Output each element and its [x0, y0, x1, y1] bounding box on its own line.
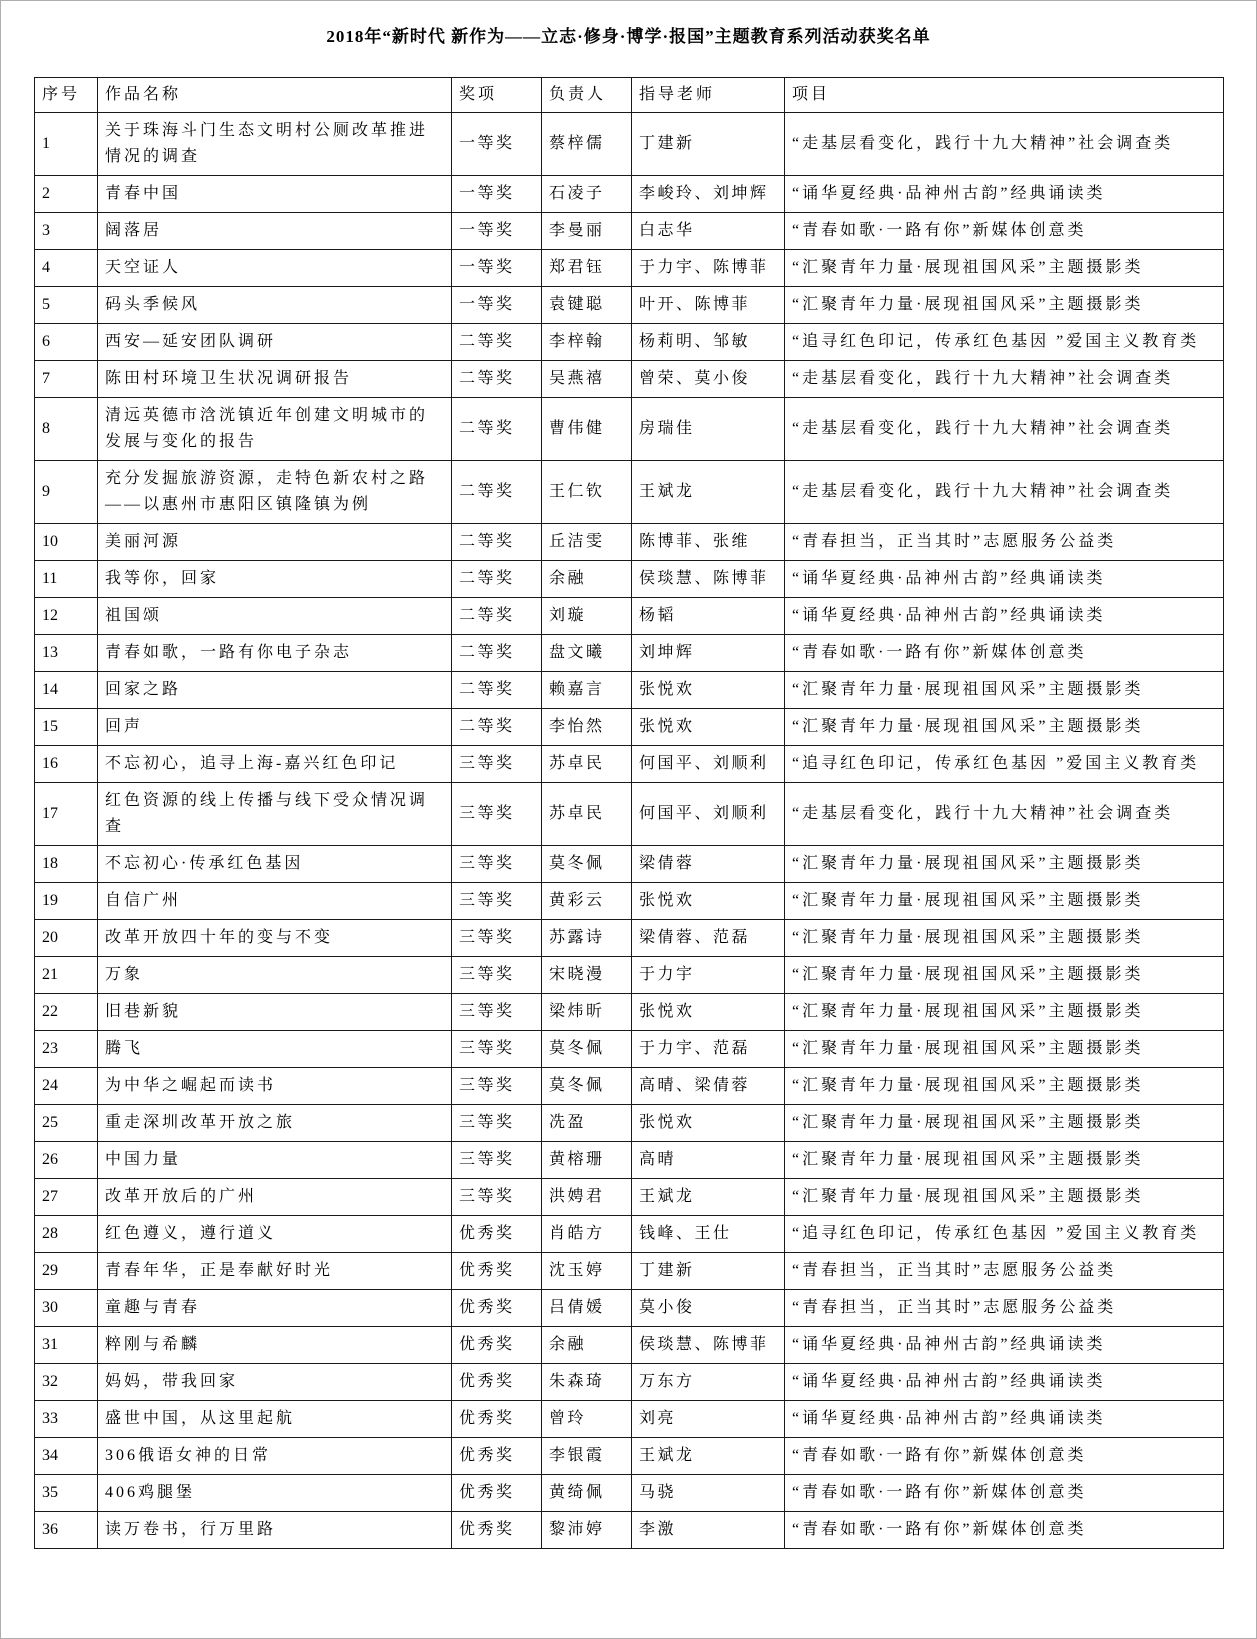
table-row — [35, 1253, 1224, 1290]
cell-serial-number: 13 — [35, 635, 98, 672]
cell-serial-number: 3 — [35, 213, 98, 250]
cell-leader: 朱森琦 — [542, 1364, 632, 1401]
cell-project: “汇聚青年力量·展现祖国风采”主题摄影类 — [785, 287, 1224, 324]
cell-teacher: 刘坤辉 — [632, 635, 785, 672]
cell-leader: 赖嘉言 — [542, 672, 632, 709]
cell-work-title: 406鸡腿堡 — [98, 1475, 452, 1512]
cell-leader: 蔡梓儒 — [542, 113, 632, 176]
cell-leader: 李怡然 — [542, 709, 632, 746]
cell-serial-number: 32 — [35, 1364, 98, 1401]
cell-work-title: 阔落居 — [98, 213, 452, 250]
cell-leader: 沈玉婷 — [542, 1253, 632, 1290]
cell-work-title: 童趣与青春 — [98, 1290, 452, 1327]
cell-work-title: 不忘初心，追寻上海-嘉兴红色印记 — [98, 746, 452, 783]
cell-project: “诵华夏经典·品神州古韵”经典诵读类 — [785, 176, 1224, 213]
cell-serial-number: 19 — [35, 883, 98, 920]
cell-project: “诵华夏经典·品神州古韵”经典诵读类 — [785, 1327, 1224, 1364]
cell-teacher: 于力宇 — [632, 957, 785, 994]
cell-award-level: 二等奖 — [452, 398, 542, 461]
cell-project: “青春如歌·一路有你”新媒体创意类 — [785, 1475, 1224, 1512]
cell-teacher: 张悦欢 — [632, 994, 785, 1031]
cell-project: “汇聚青年力量·展现祖国风采”主题摄影类 — [785, 1105, 1224, 1142]
table-row — [35, 1475, 1224, 1512]
cell-award-level: 三等奖 — [452, 883, 542, 920]
cell-project: “汇聚青年力量·展现祖国风采”主题摄影类 — [785, 672, 1224, 709]
cell-project: “青春如歌·一路有你”新媒体创意类 — [785, 213, 1224, 250]
cell-project: “追寻红色印记，传承红色基因 ”爱国主义教育类 — [785, 324, 1224, 361]
cell-teacher: 王斌龙 — [632, 1179, 785, 1216]
cell-leader: 余融 — [542, 1327, 632, 1364]
table-row — [35, 1438, 1224, 1475]
table-row — [35, 461, 1224, 524]
cell-work-title: 祖国颂 — [98, 598, 452, 635]
cell-serial-number: 28 — [35, 1216, 98, 1253]
cell-leader: 黄榕珊 — [542, 1142, 632, 1179]
cell-award-level: 三等奖 — [452, 1105, 542, 1142]
cell-leader: 肖皓方 — [542, 1216, 632, 1253]
cell-leader: 莫冬佩 — [542, 1031, 632, 1068]
table-row — [35, 176, 1224, 213]
table-row — [35, 957, 1224, 994]
cell-leader: 黄绮佩 — [542, 1475, 632, 1512]
cell-work-title: 码头季候风 — [98, 287, 452, 324]
cell-work-title: 青春如歌，一路有你电子杂志 — [98, 635, 452, 672]
table-row — [35, 1512, 1224, 1549]
cell-award-level: 二等奖 — [452, 672, 542, 709]
cell-serial-number: 25 — [35, 1105, 98, 1142]
table-row — [35, 920, 1224, 957]
table-row — [35, 635, 1224, 672]
cell-work-title: 中国力量 — [98, 1142, 452, 1179]
cell-project: “诵华夏经典·品神州古韵”经典诵读类 — [785, 1401, 1224, 1438]
cell-leader: 余融 — [542, 561, 632, 598]
cell-work-title: 我等你，回家 — [98, 561, 452, 598]
cell-serial-number: 2 — [35, 176, 98, 213]
cell-serial-number: 7 — [35, 361, 98, 398]
cell-project: “青春如歌·一路有你”新媒体创意类 — [785, 1438, 1224, 1475]
cell-serial-number: 23 — [35, 1031, 98, 1068]
table-header-row — [35, 78, 1224, 113]
table-row — [35, 709, 1224, 746]
cell-leader: 袁键聪 — [542, 287, 632, 324]
table-row — [35, 113, 1224, 176]
cell-leader: 盘文曦 — [542, 635, 632, 672]
cell-leader: 莫冬佩 — [542, 1068, 632, 1105]
cell-teacher: 侯琰慧、陈博菲 — [632, 561, 785, 598]
cell-serial-number: 21 — [35, 957, 98, 994]
table-row — [35, 1068, 1224, 1105]
awards-table — [34, 77, 1224, 1549]
cell-project: “诵华夏经典·品神州古韵”经典诵读类 — [785, 598, 1224, 635]
cell-serial-number: 31 — [35, 1327, 98, 1364]
cell-award-level: 一等奖 — [452, 213, 542, 250]
cell-award-level: 三等奖 — [452, 920, 542, 957]
cell-leader: 冼盈 — [542, 1105, 632, 1142]
cell-teacher: 于力宇、陈博菲 — [632, 250, 785, 287]
cell-teacher: 杨韬 — [632, 598, 785, 635]
table-row — [35, 524, 1224, 561]
cell-project: “汇聚青年力量·展现祖国风采”主题摄影类 — [785, 1031, 1224, 1068]
cell-leader: 苏露诗 — [542, 920, 632, 957]
cell-teacher: 何国平、刘顺利 — [632, 783, 785, 846]
cell-leader: 曹伟健 — [542, 398, 632, 461]
cell-project: “诵华夏经典·品神州古韵”经典诵读类 — [785, 561, 1224, 598]
cell-serial-number: 9 — [35, 461, 98, 524]
cell-project: “追寻红色印记，传承红色基因 ”爱国主义教育类 — [785, 1216, 1224, 1253]
cell-leader: 洪娉君 — [542, 1179, 632, 1216]
cell-serial-number: 16 — [35, 746, 98, 783]
cell-work-title: 清远英德市浛洸镇近年创建文明城市的发展与变化的报告 — [98, 398, 452, 461]
cell-serial-number: 1 — [35, 113, 98, 176]
cell-teacher: 白志华 — [632, 213, 785, 250]
cell-project: “走基层看变化，践行十九大精神”社会调查类 — [785, 461, 1224, 524]
cell-work-title: 改革开放后的广州 — [98, 1179, 452, 1216]
cell-teacher: 房瑞佳 — [632, 398, 785, 461]
cell-serial-number: 17 — [35, 783, 98, 846]
cell-teacher: 陈博菲、张维 — [632, 524, 785, 561]
table-row — [35, 994, 1224, 1031]
cell-work-title: 天空证人 — [98, 250, 452, 287]
cell-work-title: 不忘初心·传承红色基因 — [98, 846, 452, 883]
cell-project: “追寻红色印记，传承红色基因 ”爱国主义教育类 — [785, 746, 1224, 783]
cell-leader: 李曼丽 — [542, 213, 632, 250]
cell-serial-number: 36 — [35, 1512, 98, 1549]
cell-teacher: 丁建新 — [632, 113, 785, 176]
table-row — [35, 1142, 1224, 1179]
cell-serial-number: 11 — [35, 561, 98, 598]
cell-work-title: 旧巷新貌 — [98, 994, 452, 1031]
cell-teacher: 李峻玲、刘坤辉 — [632, 176, 785, 213]
cell-serial-number: 14 — [35, 672, 98, 709]
cell-teacher: 高晴、梁倩蓉 — [632, 1068, 785, 1105]
cell-leader: 莫冬佩 — [542, 846, 632, 883]
table-row — [35, 1290, 1224, 1327]
cell-award-level: 优秀奖 — [452, 1438, 542, 1475]
cell-teacher: 于力宇、范磊 — [632, 1031, 785, 1068]
cell-teacher: 张悦欢 — [632, 1105, 785, 1142]
cell-work-title: 西安—延安团队调研 — [98, 324, 452, 361]
cell-work-title: 回家之路 — [98, 672, 452, 709]
cell-serial-number: 12 — [35, 598, 98, 635]
cell-leader: 吴燕禧 — [542, 361, 632, 398]
cell-teacher: 丁建新 — [632, 1253, 785, 1290]
cell-award-level: 二等奖 — [452, 635, 542, 672]
cell-serial-number: 27 — [35, 1179, 98, 1216]
cell-teacher: 杨莉明、邹敏 — [632, 324, 785, 361]
header-serial-number: 序号 — [35, 78, 98, 113]
cell-project: “汇聚青年力量·展现祖国风采”主题摄影类 — [785, 920, 1224, 957]
cell-leader: 苏卓民 — [542, 746, 632, 783]
cell-leader: 李梓翰 — [542, 324, 632, 361]
cell-leader: 黄彩云 — [542, 883, 632, 920]
cell-serial-number: 18 — [35, 846, 98, 883]
cell-work-title: 回声 — [98, 709, 452, 746]
cell-teacher: 张悦欢 — [632, 709, 785, 746]
cell-project: “汇聚青年力量·展现祖国风采”主题摄影类 — [785, 994, 1224, 1031]
cell-award-level: 二等奖 — [452, 361, 542, 398]
cell-project: “走基层看变化，践行十九大精神”社会调查类 — [785, 113, 1224, 176]
cell-project: “走基层看变化，践行十九大精神”社会调查类 — [785, 783, 1224, 846]
cell-serial-number: 33 — [35, 1401, 98, 1438]
cell-award-level: 一等奖 — [452, 113, 542, 176]
cell-teacher: 马骁 — [632, 1475, 785, 1512]
cell-project: “青春如歌·一路有你”新媒体创意类 — [785, 1512, 1224, 1549]
cell-teacher: 曾荣、莫小俊 — [632, 361, 785, 398]
cell-leader: 石凌子 — [542, 176, 632, 213]
cell-teacher: 叶开、陈博菲 — [632, 287, 785, 324]
cell-award-level: 一等奖 — [452, 176, 542, 213]
cell-serial-number: 22 — [35, 994, 98, 1031]
cell-teacher: 侯琰慧、陈博菲 — [632, 1327, 785, 1364]
cell-award-level: 优秀奖 — [452, 1401, 542, 1438]
cell-teacher: 梁倩蓉、范磊 — [632, 920, 785, 957]
cell-teacher: 万东方 — [632, 1364, 785, 1401]
cell-serial-number: 35 — [35, 1475, 98, 1512]
table-row — [35, 1401, 1224, 1438]
table-row — [35, 1105, 1224, 1142]
table-row — [35, 783, 1224, 846]
cell-award-level: 优秀奖 — [452, 1364, 542, 1401]
cell-serial-number: 5 — [35, 287, 98, 324]
cell-work-title: 红色遵义，遵行道义 — [98, 1216, 452, 1253]
cell-award-level: 二等奖 — [452, 598, 542, 635]
cell-project: “诵华夏经典·品神州古韵”经典诵读类 — [785, 1364, 1224, 1401]
cell-award-level: 优秀奖 — [452, 1253, 542, 1290]
cell-teacher: 高晴 — [632, 1142, 785, 1179]
cell-work-title: 粹刚与希麟 — [98, 1327, 452, 1364]
cell-serial-number: 6 — [35, 324, 98, 361]
cell-award-level: 优秀奖 — [452, 1327, 542, 1364]
cell-award-level: 三等奖 — [452, 1142, 542, 1179]
cell-teacher: 王斌龙 — [632, 461, 785, 524]
cell-serial-number: 30 — [35, 1290, 98, 1327]
cell-project: “汇聚青年力量·展现祖国风采”主题摄影类 — [785, 883, 1224, 920]
cell-award-level: 三等奖 — [452, 783, 542, 846]
cell-project: “汇聚青年力量·展现祖国风采”主题摄影类 — [785, 846, 1224, 883]
cell-leader: 黎沛婷 — [542, 1512, 632, 1549]
table-body — [35, 113, 1224, 1549]
cell-teacher: 刘亮 — [632, 1401, 785, 1438]
cell-leader: 丘洁雯 — [542, 524, 632, 561]
cell-project: “走基层看变化，践行十九大精神”社会调查类 — [785, 361, 1224, 398]
cell-work-title: 改革开放四十年的变与不变 — [98, 920, 452, 957]
document-title: 2018年“新时代 新作为——立志·修身·博学·报国”主题教育系列活动获奖名单 — [326, 27, 931, 46]
cell-award-level: 二等奖 — [452, 324, 542, 361]
cell-teacher: 张悦欢 — [632, 672, 785, 709]
cell-serial-number: 4 — [35, 250, 98, 287]
cell-project: “汇聚青年力量·展现祖国风采”主题摄影类 — [785, 250, 1224, 287]
table-row — [35, 1327, 1224, 1364]
header-leader: 负责人 — [542, 78, 632, 113]
cell-project: “汇聚青年力量·展现祖国风采”主题摄影类 — [785, 709, 1224, 746]
cell-leader: 梁炜昕 — [542, 994, 632, 1031]
cell-work-title: 陈田村环境卫生状况调研报告 — [98, 361, 452, 398]
cell-leader: 苏卓民 — [542, 783, 632, 846]
cell-award-level: 一等奖 — [452, 287, 542, 324]
cell-work-title: 重走深圳改革开放之旅 — [98, 1105, 452, 1142]
cell-leader: 曾玲 — [542, 1401, 632, 1438]
table-row — [35, 746, 1224, 783]
cell-serial-number: 34 — [35, 1438, 98, 1475]
cell-teacher: 钱峰、王仕 — [632, 1216, 785, 1253]
cell-project: “青春担当，正当其时”志愿服务公益类 — [785, 1253, 1224, 1290]
cell-work-title: 盛世中国，从这里起航 — [98, 1401, 452, 1438]
cell-award-level: 三等奖 — [452, 846, 542, 883]
table-row — [35, 287, 1224, 324]
table-row — [35, 883, 1224, 920]
cell-teacher: 李激 — [632, 1512, 785, 1549]
header-award-level: 奖项 — [452, 78, 542, 113]
cell-work-title: 充分发掘旅游资源，走特色新农村之路——以惠州市惠阳区镇隆镇为例 — [98, 461, 452, 524]
table-row — [35, 250, 1224, 287]
cell-leader: 宋晓漫 — [542, 957, 632, 994]
cell-work-title: 自信广州 — [98, 883, 452, 920]
cell-project: “走基层看变化，践行十九大精神”社会调查类 — [785, 398, 1224, 461]
cell-award-level: 三等奖 — [452, 994, 542, 1031]
cell-leader: 刘璇 — [542, 598, 632, 635]
cell-award-level: 三等奖 — [452, 957, 542, 994]
header-teacher: 指导老师 — [632, 78, 785, 113]
cell-teacher: 梁倩蓉 — [632, 846, 785, 883]
header-work-title: 作品名称 — [98, 78, 452, 113]
table-row — [35, 213, 1224, 250]
cell-project: “汇聚青年力量·展现祖国风采”主题摄影类 — [785, 1068, 1224, 1105]
table-row — [35, 672, 1224, 709]
cell-teacher: 莫小俊 — [632, 1290, 785, 1327]
cell-serial-number: 10 — [35, 524, 98, 561]
table-row — [35, 1179, 1224, 1216]
cell-teacher: 何国平、刘顺利 — [632, 746, 785, 783]
table-row — [35, 324, 1224, 361]
cell-award-level: 二等奖 — [452, 524, 542, 561]
header-project: 项目 — [785, 78, 1224, 113]
table-row — [35, 598, 1224, 635]
cell-work-title: 青春年华，正是奉献好时光 — [98, 1253, 452, 1290]
cell-project: “青春如歌·一路有你”新媒体创意类 — [785, 635, 1224, 672]
cell-award-level: 优秀奖 — [452, 1512, 542, 1549]
cell-award-level: 三等奖 — [452, 1068, 542, 1105]
cell-work-title: 万象 — [98, 957, 452, 994]
cell-work-title: 关于珠海斗门生态文明村公厕改革推进情况的调查 — [98, 113, 452, 176]
cell-project: “青春担当，正当其时”志愿服务公益类 — [785, 1290, 1224, 1327]
cell-project: “汇聚青年力量·展现祖国风采”主题摄影类 — [785, 1142, 1224, 1179]
cell-project: “汇聚青年力量·展现祖国风采”主题摄影类 — [785, 957, 1224, 994]
table-row — [35, 561, 1224, 598]
cell-leader: 郑君钰 — [542, 250, 632, 287]
cell-work-title: 妈妈，带我回家 — [98, 1364, 452, 1401]
cell-work-title: 腾飞 — [98, 1031, 452, 1068]
cell-serial-number: 8 — [35, 398, 98, 461]
cell-teacher: 王斌龙 — [632, 1438, 785, 1475]
cell-work-title: 306俄语女神的日常 — [98, 1438, 452, 1475]
cell-leader: 李银霞 — [542, 1438, 632, 1475]
table-row — [35, 1031, 1224, 1068]
cell-leader: 吕倩媛 — [542, 1290, 632, 1327]
cell-work-title: 红色资源的线上传播与线下受众情况调查 — [98, 783, 452, 846]
cell-award-level: 三等奖 — [452, 1179, 542, 1216]
cell-project: “汇聚青年力量·展现祖国风采”主题摄影类 — [785, 1179, 1224, 1216]
cell-award-level: 二等奖 — [452, 709, 542, 746]
cell-work-title: 为中华之崛起而读书 — [98, 1068, 452, 1105]
cell-award-level: 优秀奖 — [452, 1475, 542, 1512]
cell-award-level: 二等奖 — [452, 561, 542, 598]
cell-serial-number: 15 — [35, 709, 98, 746]
cell-serial-number: 20 — [35, 920, 98, 957]
cell-award-level: 三等奖 — [452, 1031, 542, 1068]
cell-work-title: 读万卷书，行万里路 — [98, 1512, 452, 1549]
cell-serial-number: 24 — [35, 1068, 98, 1105]
cell-work-title: 青春中国 — [98, 176, 452, 213]
cell-award-level: 三等奖 — [452, 746, 542, 783]
cell-award-level: 一等奖 — [452, 250, 542, 287]
cell-work-title: 美丽河源 — [98, 524, 452, 561]
table-row — [35, 1364, 1224, 1401]
cell-serial-number: 29 — [35, 1253, 98, 1290]
table-row — [35, 1216, 1224, 1253]
cell-award-level: 优秀奖 — [452, 1290, 542, 1327]
table-row — [35, 398, 1224, 461]
table-row — [35, 846, 1224, 883]
cell-teacher: 张悦欢 — [632, 883, 785, 920]
table-row — [35, 361, 1224, 398]
cell-serial-number: 26 — [35, 1142, 98, 1179]
cell-award-level: 二等奖 — [452, 461, 542, 524]
cell-award-level: 优秀奖 — [452, 1216, 542, 1253]
cell-leader: 王仁钦 — [542, 461, 632, 524]
cell-project: “青春担当，正当其时”志愿服务公益类 — [785, 524, 1224, 561]
